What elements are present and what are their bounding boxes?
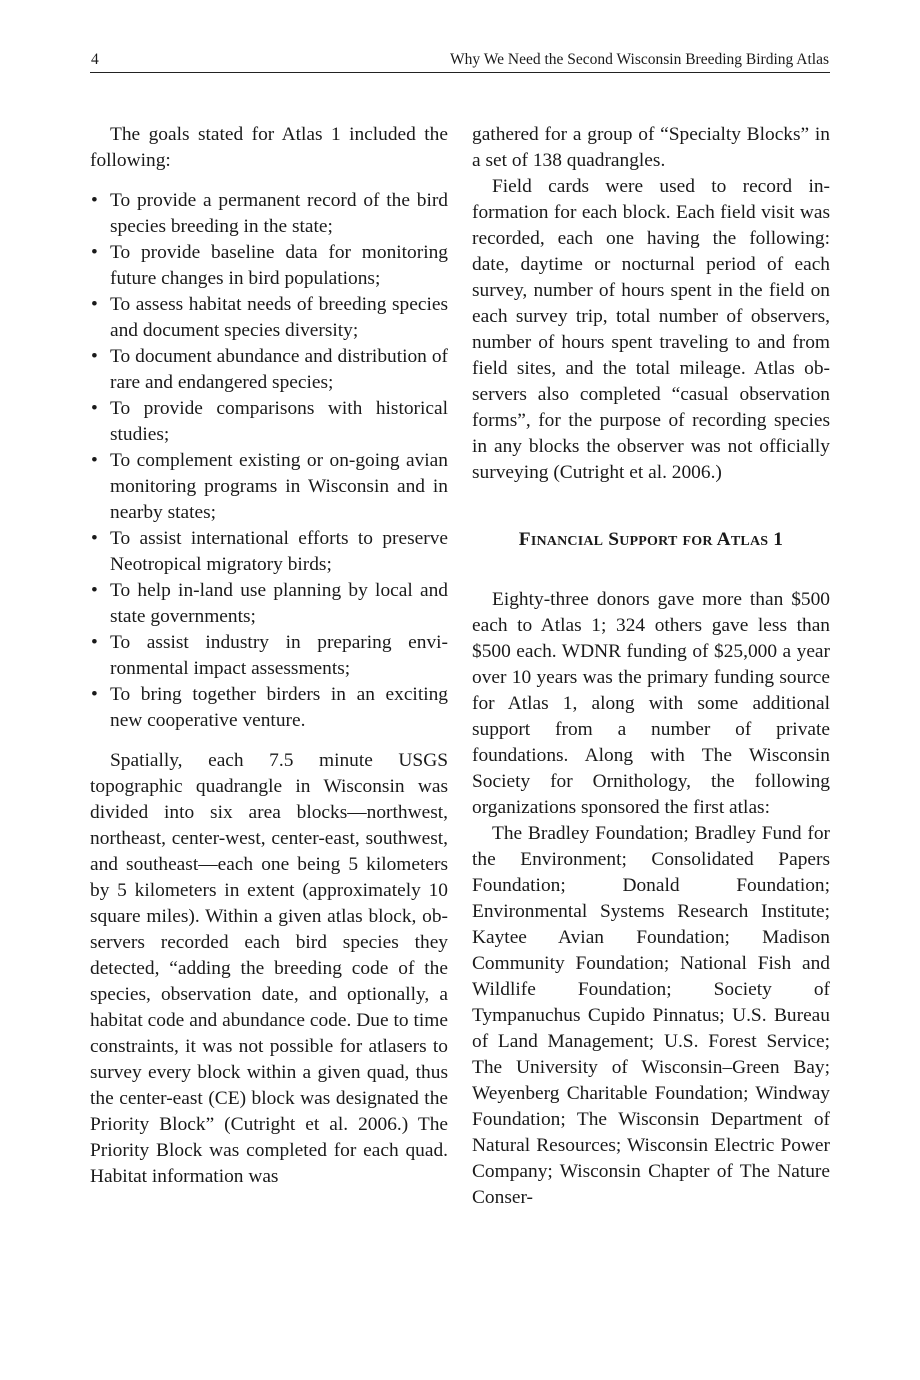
goal-item — [90, 344, 448, 396]
running-head — [90, 48, 830, 73]
goal-item — [90, 526, 448, 578]
bullet-icon: • — [91, 580, 98, 601]
continuation-paragraph: gathered for a group of “Specialty Blocks” in a set of 138 quadrangles. — [472, 124, 830, 171]
goals-intro-paragraph: The goals stated for Atlas 1 included the following: — [90, 124, 448, 171]
goal-text: To assist international efforts to preserve Neotropical migratory birds; — [110, 528, 448, 575]
donors-paragraph: Eighty-three donors gave more than $500 each to Atlas 1; 324 others gave less than $500 each. WDNR funding of $25,000 a year over 10 years was the primary funding source for Atlas 1, along with some additional support from a number of private foundations. Along with The Wisconsin Society for Ornithology, the following organizations sponsored the first atlas: — [472, 589, 830, 818]
bullet-icon: • — [91, 294, 98, 315]
bullet-icon: • — [91, 450, 98, 471]
goal-text: To bring together birders in an exciting new cooperative venture. — [110, 684, 448, 731]
goal-text: To assess habitat needs of breeding species and document species diversity; — [110, 294, 448, 341]
goal-text: To provide baseline data for monitoring future changes in bird populations; — [110, 242, 448, 289]
goals-list — [90, 188, 448, 734]
goal-text: To help in-land use planning by local and state governments; — [110, 580, 448, 627]
section-heading: Financial Support for Atlas 1 — [518, 529, 784, 550]
goal-item — [90, 396, 448, 448]
goal-item — [90, 682, 448, 734]
goal-item — [90, 630, 448, 682]
bullet-icon: • — [91, 528, 98, 549]
sponsors-paragraph: The Bradley Foundation; Bradley Fund for the Environment; Consolidated Papers Foundation; Donald Foundation; Environmental Systems Research Institute; Kaytee Avian Foundation; Madison Community Foundation; National Fish and Wildlife Foundation; Society of Tympanuchus Cupido Pinnatus; U.S. Bureau of Land Management; U.S. Forest Service; The University of Wisconsin–Green Bay; Weyenberg Charitable Foundation; Windway Foundation; The Wisconsin Department of Natural Resources; Wisconsin Electric Power Company; Wisconsin Chapter of The Nature Conser- — [472, 823, 830, 1208]
goal-item — [90, 578, 448, 630]
bullet-icon: • — [91, 632, 98, 653]
goal-item — [90, 448, 448, 526]
goal-item — [90, 188, 448, 240]
goal-text: To complement existing or on-going avian monitoring programs in Wisconsin and in nearby states; — [110, 450, 448, 523]
goal-text: To provide a permanent record of the bird species breeding in the state; — [110, 190, 448, 237]
spatial-paragraph: Spatially, each 7.5 minute USGS topographic quadrangle in Wisconsin was divided into six area blocks—northwest, northeast, center-west, center-east, southwest, and southeast—each one being 5 kilometers by 5 kilometers in extent (approximately 10 square miles). Within a given atlas block, observers recorded each bird species they detected, “adding the breeding code of the species, observation date, and optionally, a habitat code and abundance code. Due to time constraints, it was not possible for atlasers to survey every block within a given quad, thus the center-east (CE) block was designated the Priority Block” (Cutright et al. 2006.) The Priority Block was completed for each quad. Habitat information was — [90, 750, 448, 1187]
bullet-icon: • — [91, 346, 98, 367]
goal-text: To assist industry in preparing environmental impact assessments; — [110, 632, 448, 679]
bullet-icon: • — [91, 242, 98, 263]
goal-text: To document abundance and distribution of rare and endangered species; — [110, 346, 448, 393]
left-column — [90, 122, 448, 1190]
goal-item — [90, 292, 448, 344]
bullet-icon: • — [91, 684, 98, 705]
bullet-icon: • — [91, 398, 98, 419]
field-cards-paragraph: Field cards were used to record information for each block. Each field visit was recorded, each one having the following: date, daytime or nocturnal period of each survey, number of hours spent in the field on each survey trip, total number of observers, number of hours spent traveling to and from field sites, and the total mileage. Atlas observers also completed “casual observation forms”, for the purpose of recording species in any blocks the observer was not officially surveying (Cutright et al. 2006.) — [472, 176, 830, 483]
bullet-icon: • — [91, 190, 98, 211]
page-number: 4 — [91, 51, 99, 68]
running-title: Why We Need the Second Wisconsin Breeding Birding Atlas — [450, 51, 829, 68]
goal-text: To provide comparisons with historical studies; — [110, 398, 448, 445]
right-column — [472, 122, 830, 1211]
goal-item — [90, 240, 448, 292]
